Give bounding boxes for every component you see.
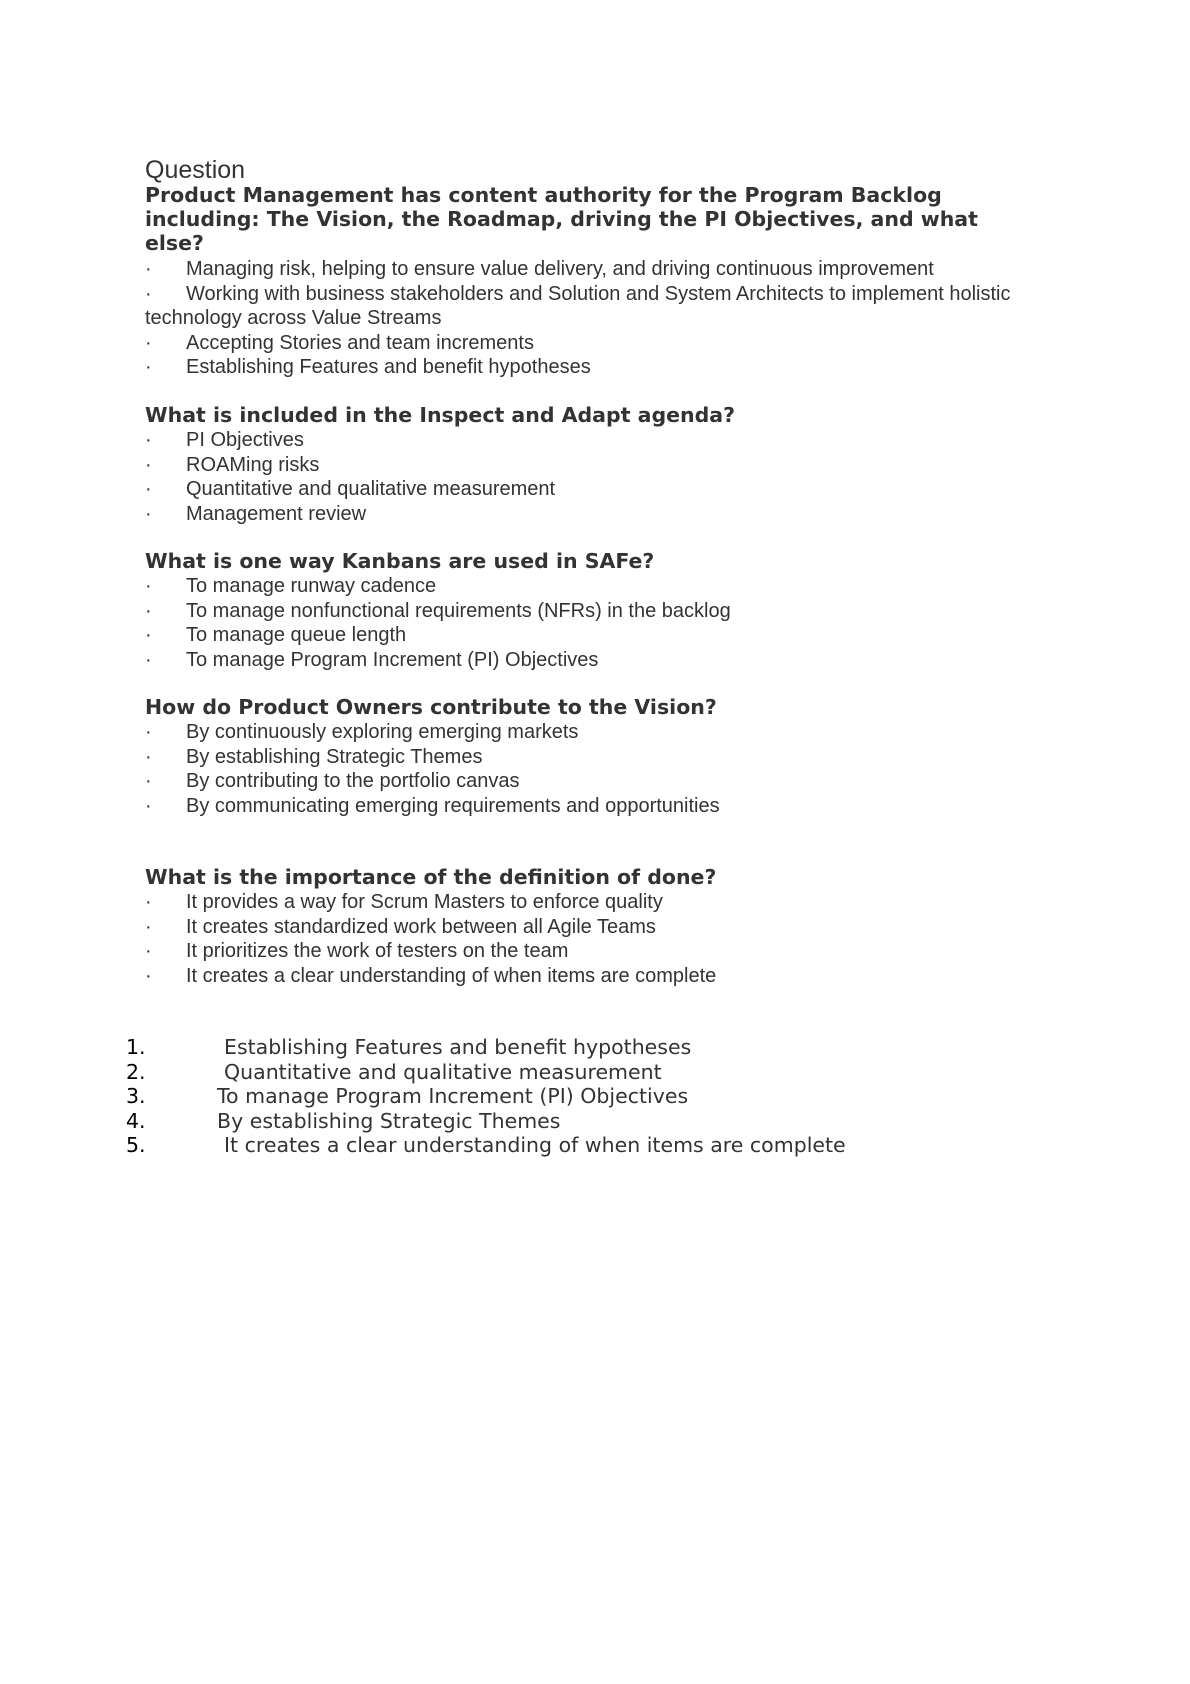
answer-item [126, 1060, 1026, 1085]
option-text: Managing risk, helping to ensure value delivery, and driving continuous improvement [186, 258, 934, 280]
option-item [145, 769, 1025, 794]
question-3-text: What is one way Kanbans are used in SAFe? [145, 549, 655, 573]
option-text: To manage Program Increment (PI) Objectives [186, 648, 599, 671]
bullet-icon: · [145, 453, 152, 476]
bullet-icon: · [145, 770, 152, 792]
question-3-options [145, 574, 1025, 672]
option-text: To manage runway cadence [186, 575, 437, 597]
option-item [145, 502, 1025, 527]
bullet-icon: · [145, 282, 152, 305]
option-item [145, 648, 1025, 673]
bullet-icon: · [145, 964, 152, 987]
option-text: Accepting Stories and team increments [186, 331, 534, 354]
bullet-icon: · [145, 331, 152, 354]
option-item [145, 331, 1025, 356]
answer-number: 4. [126, 1108, 146, 1133]
option-text: It creates standardized work between all Agile Teams [186, 915, 656, 938]
bullet-icon: · [145, 478, 152, 500]
option-text: By communicating emerging requirements and opportunities [186, 794, 720, 817]
bullet-icon: · [145, 502, 152, 525]
answer-text: Establishing Features and benefit hypotheses [224, 1035, 692, 1059]
option-text: To manage nonfunctional requirements (NFRs) in the backlog [186, 599, 731, 622]
option-text: To manage queue length [186, 624, 407, 646]
option-item [145, 453, 1025, 478]
answer-number: 3. [126, 1084, 146, 1108]
bullet-icon: · [145, 940, 152, 962]
question-4-options [145, 720, 1025, 818]
option-item [145, 890, 1025, 915]
option-item [145, 477, 1025, 502]
option-text: PI Objectives [186, 429, 304, 451]
option-item [145, 794, 1025, 819]
question-5-text: What is the importance of the definition of done? [145, 865, 717, 889]
option-item [145, 574, 1025, 599]
bullet-icon: · [145, 794, 152, 817]
option-text: By continuously exploring emerging markets [186, 721, 579, 743]
answer-number: 1. [126, 1035, 146, 1059]
question-5-options [145, 890, 1025, 988]
question-2-options [145, 428, 1025, 526]
answer-item [126, 1035, 1026, 1060]
option-item [145, 745, 1025, 770]
answer-number: 5. [126, 1133, 146, 1157]
option-text: By contributing to the portfolio canvas [186, 770, 520, 792]
question-1-options [145, 257, 1025, 380]
option-text: Management review [186, 502, 367, 525]
option-text: It provides a way for Scrum Masters to enforce quality [186, 891, 663, 913]
option-text: By establishing Strategic Themes [186, 745, 483, 768]
option-item [145, 355, 1025, 380]
bullet-icon: · [145, 915, 152, 938]
answer-item [126, 1109, 1026, 1134]
option-item [145, 939, 1025, 964]
option-item [145, 599, 1025, 624]
answer-text: To manage Program Increment (PI) Objectives [217, 1084, 689, 1108]
answer-item [126, 1084, 1026, 1109]
answer-text: Quantitative and qualitative measurement [224, 1059, 662, 1084]
bullet-icon: · [145, 429, 152, 451]
bullet-icon: · [145, 648, 152, 671]
bullet-icon: · [145, 575, 152, 597]
answer-number: 2. [126, 1059, 146, 1084]
option-text: ROAMing risks [186, 453, 320, 476]
question-2-text: What is included in the Inspect and Adapt agenda? [145, 403, 736, 427]
option-text: It creates a clear understanding of when items are complete [186, 964, 717, 987]
option-text: Establishing Features and benefit hypotheses [186, 356, 591, 378]
bullet-icon: · [145, 624, 152, 646]
option-text: Working with business stakeholders and Solution and System Architects to implement holistic technology across Value Streams [145, 282, 1011, 329]
answer-item [126, 1133, 1026, 1158]
option-item [145, 428, 1025, 453]
question-1-text: Product Management has content authority for the Program Backlog including: The Vision, the Roadmap, driving the PI Objectives, and what else? [145, 183, 978, 255]
option-item [145, 720, 1025, 745]
bullet-icon: · [145, 356, 152, 378]
option-item [145, 964, 1025, 989]
answer-text: By establishing Strategic Themes [217, 1108, 561, 1133]
bullet-icon: · [145, 721, 152, 743]
answer-text: It creates a clear understanding of when items are complete [224, 1133, 846, 1157]
option-text: Quantitative and qualitative measurement [186, 478, 556, 500]
option-item [145, 915, 1025, 940]
bullet-icon: · [145, 599, 152, 622]
question-4-text: How do Product Owners contribute to the Vision? [145, 695, 717, 719]
option-item [145, 623, 1025, 648]
option-item [145, 282, 1025, 331]
option-item [145, 257, 1025, 282]
bullet-icon: · [145, 891, 152, 913]
bullet-icon: · [145, 745, 152, 768]
bullet-icon: · [145, 258, 152, 280]
document-heading: Question [145, 156, 246, 184]
option-text: It prioritizes the work of testers on the team [186, 940, 569, 962]
answer-list [126, 1035, 1026, 1158]
